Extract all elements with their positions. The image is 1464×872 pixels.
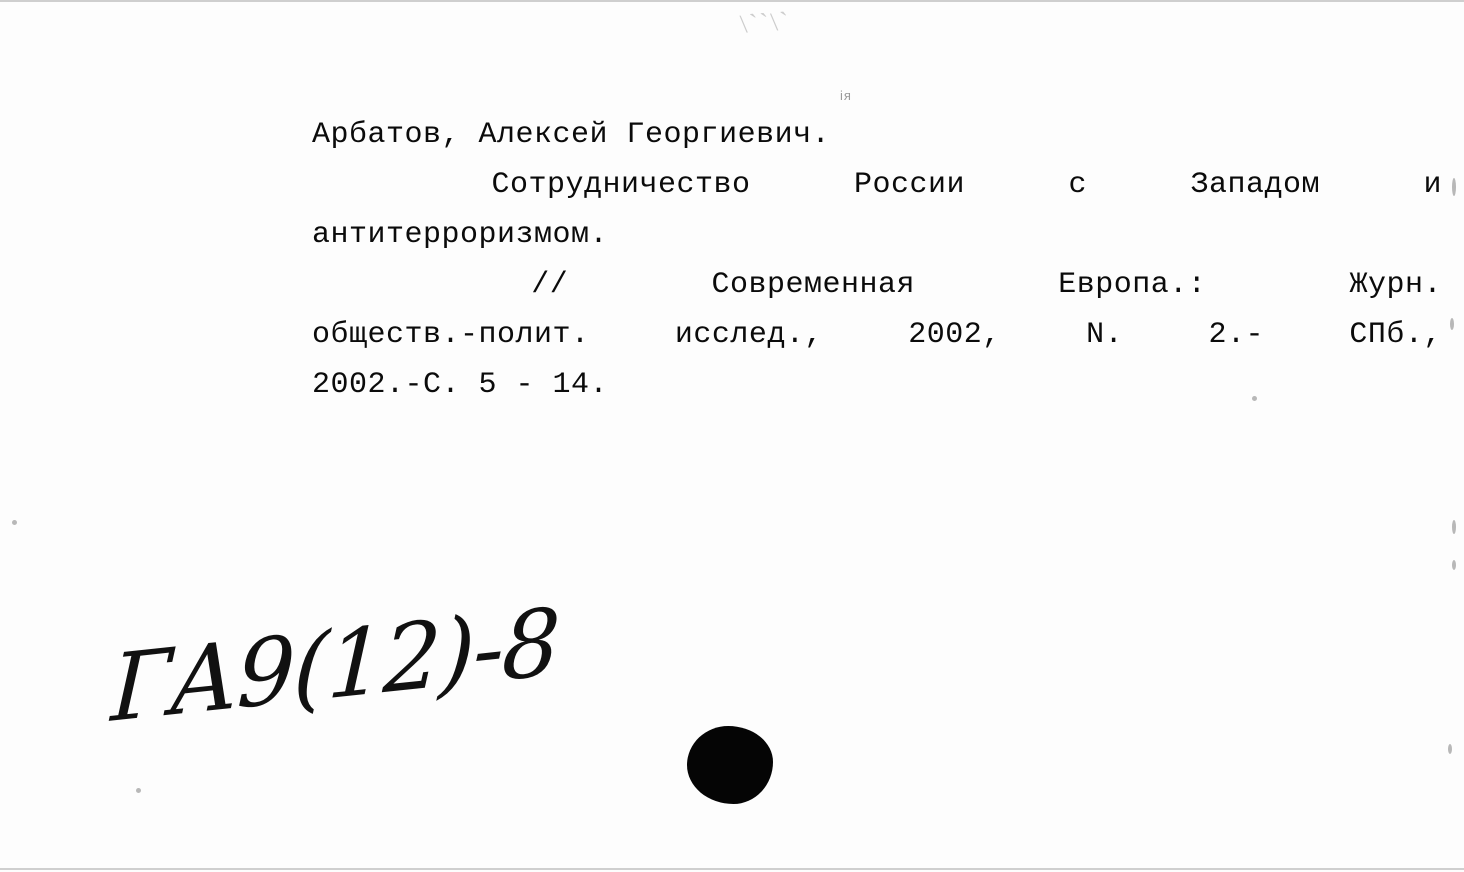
title-word: и <box>1423 168 1442 202</box>
line-indent <box>312 260 388 310</box>
scan-speck <box>12 520 17 525</box>
author-line: Арбатов, Алексей Георгиевич. <box>312 118 831 152</box>
scan-speck <box>1448 744 1452 754</box>
source-word: 2002, <box>908 318 1001 352</box>
source-word: Журн. <box>1349 268 1442 302</box>
source-word: Европа.: <box>1058 268 1207 302</box>
source-word: Современная <box>711 268 915 302</box>
title-word: с <box>1068 168 1087 202</box>
title-line-1 <box>312 160 1442 210</box>
source-word: обществ.-полит. <box>312 318 590 352</box>
ink-dot-mark <box>687 726 773 804</box>
source-word: N. <box>1086 318 1124 352</box>
scan-smudge: \``\` <box>739 6 792 39</box>
title-word: Западом <box>1190 168 1320 202</box>
source-word: исслед., <box>674 318 823 352</box>
scan-speck <box>1450 318 1454 330</box>
title-word: Сотрудничество <box>491 168 751 202</box>
shelfmark-handwritten: ГА9(12)-8 <box>109 588 561 743</box>
scan-speck <box>1452 520 1456 534</box>
card-edge-top <box>0 0 1464 2</box>
line-indent <box>312 160 388 210</box>
scan-speck <box>136 788 141 793</box>
card-edge-bottom <box>0 868 1464 870</box>
source-word: // <box>531 268 569 302</box>
source-line-1 <box>312 260 1442 310</box>
title-line-2: антитерроризмом. <box>312 218 609 252</box>
source-line-2 <box>312 310 1442 360</box>
source-line-3: 2002.-С. 5 - 14. <box>312 368 609 402</box>
scan-speck <box>1452 178 1456 196</box>
source-word: 2.- <box>1208 318 1265 352</box>
source-word: СПб., <box>1349 318 1442 352</box>
title-word: России <box>853 168 966 202</box>
scan-speck <box>1452 560 1456 570</box>
scan-tiny-mark: ія <box>840 88 852 103</box>
bibliographic-record <box>312 110 1442 410</box>
